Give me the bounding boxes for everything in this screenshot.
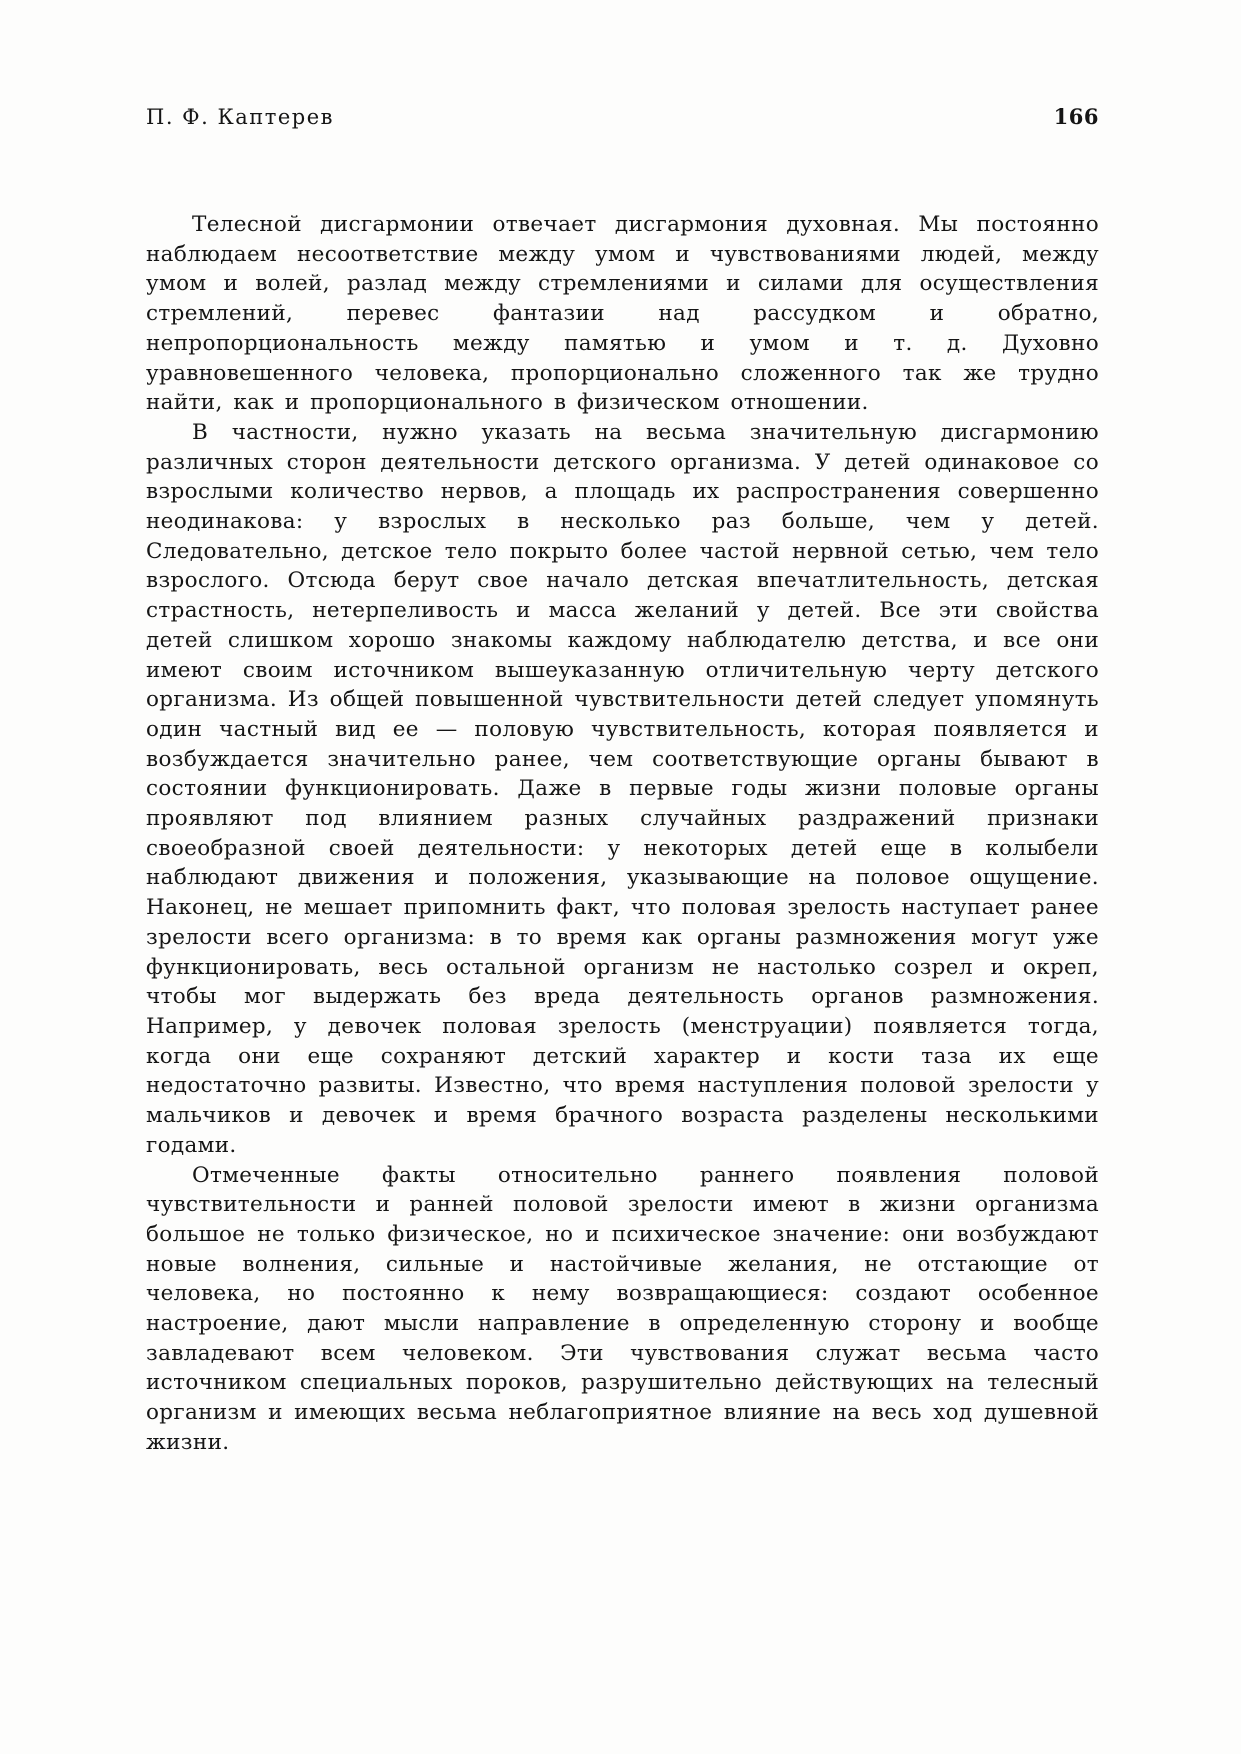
body-text xyxy=(146,210,1099,1458)
running-header xyxy=(146,104,1099,129)
paragraph-3: Отмеченные факты относительно раннего появления половой чувствительности и ранней половой зрелости имеют в жизни организма большое не только физическое, но и психическое значение: они возбуждают новые волнения, сильные и настойчивые желания, не отстающие от человека, но постоянно к нему возвращающиеся: создают особенное настроение, дают мысли направление в определенную сторону и вообще завладевают всем человеком. Эти чувствования служат весьма часто источником специальных пороков, разрушительно действующих на телесный организм и имеющих весьма неблагоприятное влияние на весь ход душевной жизни. xyxy=(146,1162,1099,1455)
paragraph-1: Телесной дисгармонии отвечает дисгармония духовная. Мы постоянно наблюдаем несоответствие между умом и чувствованиями людей, между умом и волей, разлад между стремлениями и силами для осуществления стремлений, перевес фантазии над рассудком и обратно, непропорциональность между памятью и умом и т. д. Духовно уравновешенного человека, пропорционально сложенного так же трудно найти, как и пропорционального в физическом отношении. xyxy=(146,212,1099,416)
header-author: П. Ф. Каптерев xyxy=(146,105,334,129)
paragraph-2: В частности, нужно указать на весьма значительную дисгармонию различных сторон деятельности детского организма. У детей одинаковое со взрослыми количество нервов, а площадь их распространения совершенно неодинакова: у взрослых в несколько раз больше, чем у детей. Следовательно, детское тело покрыто более частой нервной сетью, чем тело взрослого. Отсюда берут свое начало детская впечатлительность, детская страстность, нетерпеливость и масса желаний у детей. Все эти свойства детей слишком хорошо знакомы каждому наблюдателю детства, и все они имеют своим источником вышеуказанную отличительную черту детского организма. Из общей повышенной чувствительности детей следует упомянуть один частный вид ее — половую чувствительность, которая появляется и возбуждается значительно ранее, чем соответствующие органы бывают в состоянии функционировать. Даже в первые годы жизни половые органы проявляют под влиянием разных случайных раздражений признаки своеобразной своей деятельности: у некоторых детей еще в колыбели наблюдают движения и положения, указывающие на половое ощущение. Наконец, не мешает припомнить факт, что половая зрелость наступает ранее зрелости всего организма: в то время как органы размножения могут уже функционировать, весь остальной организм не настолько созрел и окреп, чтобы мог выдержать без вреда деятельность органов размножения. Например, у девочек половая зрелость (менструации) появляется тогда, когда они еще сохраняют детский характер и кости таза их еще недостаточно развиты. Известно, что время наступления половой зрелости у мальчиков и девочек и время брачного возраста разделены несколькими годами. xyxy=(146,419,1099,1158)
page-number: 166 xyxy=(1053,104,1099,129)
